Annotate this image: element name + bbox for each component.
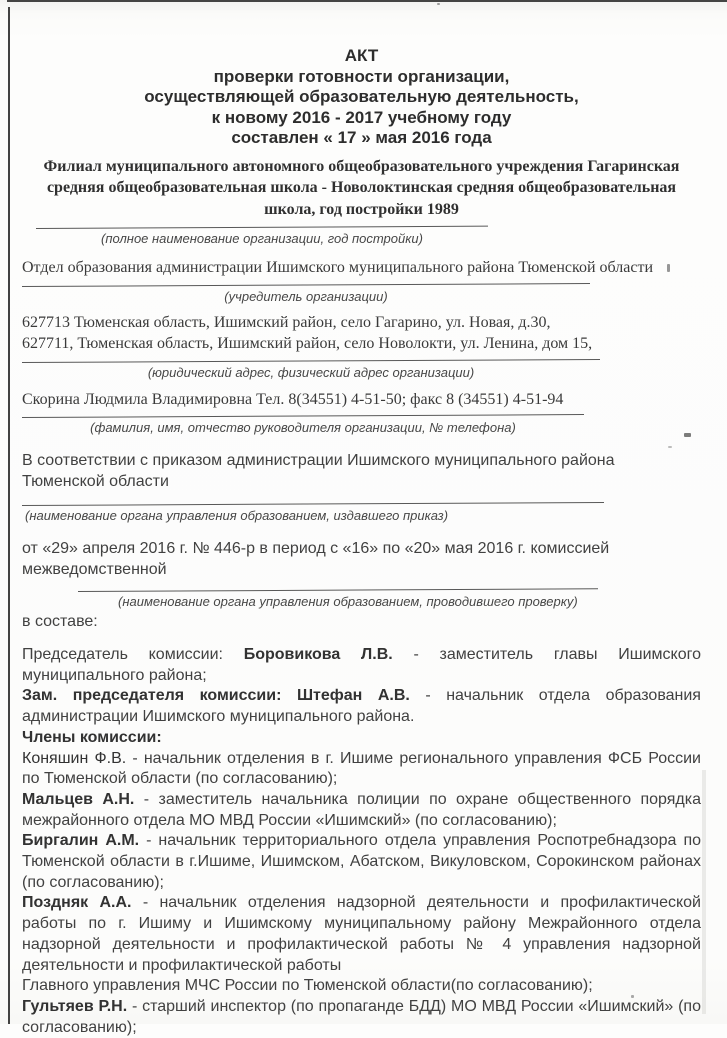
title-line-4: к новому 2016 - 2017 учебному году	[211, 107, 512, 127]
commission-member	[22, 997, 701, 1038]
member-description: - заместитель главы Ишимского муниципального района;	[22, 646, 701, 684]
field-rule	[22, 359, 600, 363]
field-org-name	[36, 228, 488, 246]
document-title	[22, 46, 701, 149]
member-name: Гультяев Р.Н.	[22, 997, 128, 1015]
founder-value: Отдел образования администрации Ишимского муниципального района Тюменской области	[22, 259, 654, 276]
field-founder	[22, 286, 590, 304]
member-name: Боровикова Л.В.	[243, 646, 393, 663]
member-description: - начальник отделения надзорной деятельности и профилактической работы по г. Ишиму и Ишимскому муниципальному району Межрайонного отдела надзорной деятельности и профилактической работы № 4 управления надзорной деятельности и профилактической работы	[22, 894, 701, 974]
field-rule	[22, 414, 584, 418]
member-description: - начальник отдела образования администрации Ишимского муниципального района.	[22, 687, 701, 726]
commission-member	[22, 893, 701, 976]
field-caption-order: (наименование органа управления образованием, издавшего приказ)	[25, 508, 449, 523]
address-line-2: 627711, Тюменская область, Ишимский район, село Новолокти, ул. Ленина, дом 15,	[22, 335, 593, 352]
title-line-1: АКТ	[344, 46, 379, 65]
commission-vice-chair	[22, 686, 701, 727]
field-commission	[78, 591, 598, 609]
order-details: от «29» апреля 2016 г. № 446-р в период с «16» по «20» мая 2016 г. комиссией межведомственной	[22, 540, 610, 578]
field-caption-org: (полное наименование организации, год постройки)	[101, 231, 423, 246]
title-line-2: проверки готовности организации,	[213, 66, 510, 86]
field-caption-head: (фамилия, имя, отчество руководителя организации, № телефона)	[90, 420, 516, 435]
commission-member	[22, 831, 701, 893]
title-line-3: осуществляющей образовательную деятельность,	[144, 87, 579, 106]
member-role: Председатель комиссии:	[22, 646, 223, 663]
field-order	[22, 505, 604, 523]
composition-label: в составе:	[22, 613, 98, 630]
commission-member-continuation: Главного управления МЧС России по Тюменской области(по согласованию);	[22, 977, 593, 995]
field-caption-address: (юридический адрес, физический адрес организации)	[147, 365, 475, 380]
commission-list	[22, 645, 701, 1038]
field-caption-commission: (наименование органа управления образованием, проводившего проверку)	[118, 594, 578, 609]
member-name: Биргалин А.М.	[22, 832, 140, 850]
commission-member	[22, 790, 701, 831]
field-address	[22, 362, 600, 380]
member-name: Мальцев А.Н.	[22, 790, 135, 808]
head-of-organization: Скорина Людмила Владимировна Тел. 8(34551) 4-51-50; факс 8 (34551) 4-51-94	[22, 391, 564, 408]
commission-members-header: Члены комиссии:	[22, 728, 162, 746]
field-rule	[22, 502, 604, 506]
field-head	[22, 417, 584, 435]
member-description: - начальник территориального отдела управления Роспотребнадзора по Тюменской области в г.Ишиме, Ишимском, Абатском, Викуловском, Сорокинском районах (по согласованию);	[22, 832, 701, 891]
field-rule	[22, 283, 590, 287]
organization-name: Филиал муниципального автономного общеобразовательного учреждения Гагаринская средняя общеобразовательная школа - Новолоктинская средняя общеобразовательная школа, год постройки 1989	[43, 157, 680, 218]
title-line-5: составлен « 17 » мая 2016 года	[231, 128, 492, 147]
member-name: Штефан А.В.	[296, 687, 410, 705]
member-name: Поздняк А.А.	[22, 894, 132, 912]
commission-chair	[22, 645, 701, 686]
member-description: - заместитель начальника полиции по охране общественного порядка межрайонного отдела МО МВД России «Ишимский» (по согласованию);	[22, 790, 702, 829]
commission-member	[22, 749, 701, 790]
member-description: - начальник отделения в г. Ишиме регионального управления ФСБ России по Тюменской области (по согласованию);	[22, 749, 701, 788]
member-name: Коняшин Ф.В.	[22, 749, 127, 767]
order-intro: В соответствии с приказом администрации Ишимского муниципального района Тюменской области	[22, 452, 615, 490]
address-line-1: 627713 Тюменская область, Ишимский район, село Гагарино, ул. Новая, д.30,	[22, 314, 551, 331]
field-rule	[78, 588, 598, 592]
member-description: - старший инспектор (по пропаганде БДД) МО МВД России «Ишимский» (по согласованию);	[22, 997, 701, 1036]
member-role: Зам. председателя комиссии:	[22, 687, 282, 705]
field-rule	[36, 226, 488, 229]
field-caption-founder: (учредитель организации)	[224, 289, 388, 304]
